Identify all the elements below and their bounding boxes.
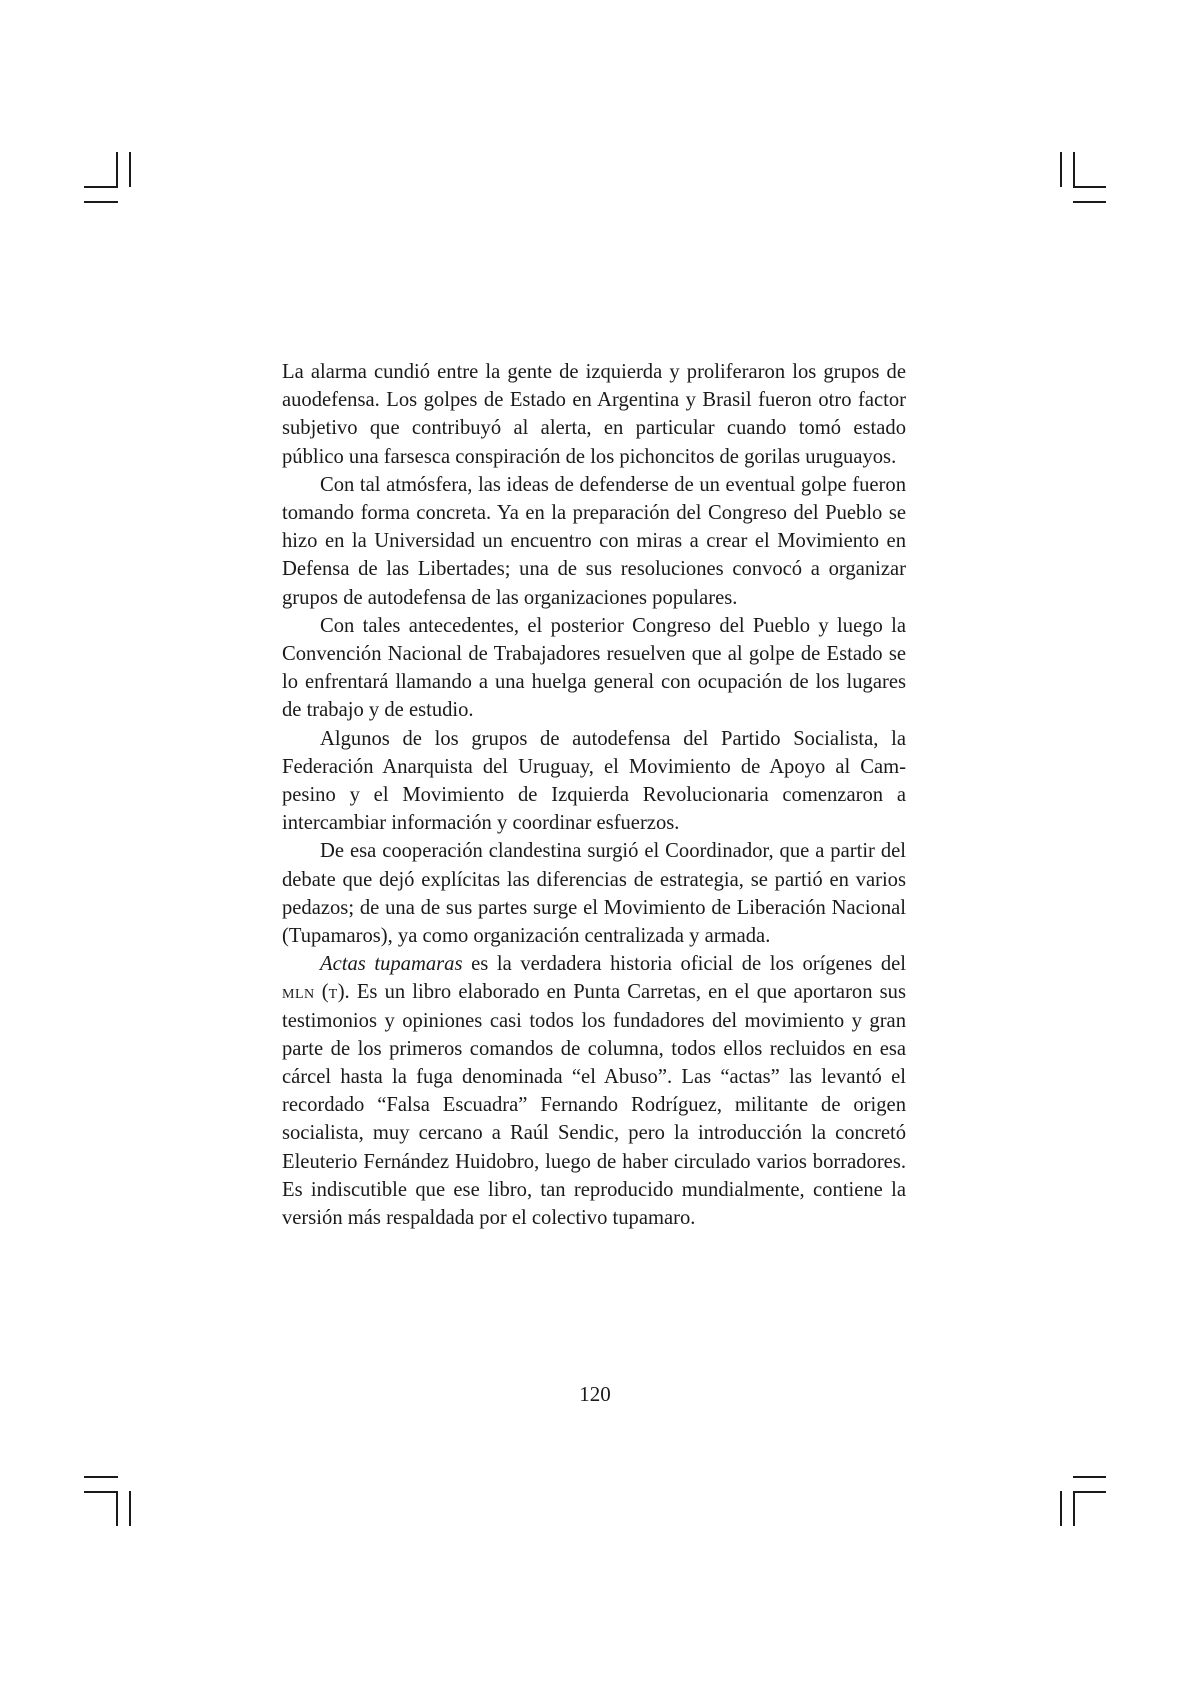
paragraph: Con tal atmósfera, las ideas de defenderse de un eventual golpe fueron tomando forma concreta. Ya en la preparación del Congreso del Pueblo se hizo en la Universidad un encuentro con miras a crear el Movimiento en Defensa de las Libertades; una de sus resoluciones convocó a organizar grupos de autodefensa de las organizaciones populares. bbox=[282, 473, 906, 609]
crop-mark bbox=[1060, 152, 1062, 187]
crop-mark bbox=[1073, 186, 1106, 188]
crop-mark bbox=[1073, 1491, 1106, 1493]
body-text bbox=[282, 358, 906, 1232]
crop-mark bbox=[1073, 201, 1106, 203]
crop-mark bbox=[1073, 152, 1075, 187]
crop-mark bbox=[129, 1491, 131, 1526]
paragraph bbox=[282, 950, 906, 1232]
page-number: 120 bbox=[579, 1382, 611, 1406]
crop-mark bbox=[1060, 1491, 1062, 1526]
paragraph: De esa cooperación clandestina surgió el Coordinador, que a partir del debate que dejó explícitas las diferencias de estrategia, se partió en varios pedazos; de una de sus partes surge el Movimiento de Liberación Nacional (Tupamaros), ya como organización centralizada y armada. bbox=[282, 840, 906, 948]
paragraph: Algunos de los grupos de autodefensa del Partido Socialista, la Federación Anarquista del Uruguay, el Movimiento de Apoyo al Campesino y el Movimiento de Izquierda Revolucionaria comenzaron a intercambiar información y coordinar esfuerzos. bbox=[282, 727, 906, 835]
crop-mark bbox=[84, 1476, 118, 1478]
paragraph-text: es la verdadera historia oficial de los orígenes del bbox=[462, 953, 906, 976]
crop-mark bbox=[1073, 1476, 1106, 1478]
book-title: Actas tupamaras bbox=[320, 953, 463, 976]
crop-mark bbox=[84, 186, 118, 188]
paragraph-text: ( bbox=[314, 981, 329, 1004]
acronym: t bbox=[328, 981, 338, 1004]
acronym: mln bbox=[282, 981, 315, 1004]
crop-mark bbox=[129, 152, 131, 187]
paragraph-text: ). Es un libro elaborado en Punta Carretas, en el que aportaron sus testimonios y opiniones casi todos los fundadores del movimiento y gran parte de los primeros comandos de columna, todos ellos recluidos en esa cárcel hasta la fuga denominada “el Abuso”. Las “actas” las levantó el recordado “Falsa Escuadra” Fernando Rodríguez, militante de origen socialista, muy cercano a Raúl Sendic, pero la introducción la concretó Eleuterio Fernández Huidobro, luego de haber circulado varios borradores. Es indiscutible que ese libro, tan reproducido mundialmente, contiene la versión más respaldada por el colectivo tupamaro. bbox=[282, 981, 906, 1230]
crop-mark bbox=[116, 152, 118, 187]
crop-mark bbox=[1073, 1491, 1075, 1526]
paragraph: La alarma cundió entre la gente de izquierda y proliferaron los grupos de auodefensa. Los golpes de Estado en Argentina y Brasil fueron otro factor subjetivo que contribuyó al alerta, en particular cuando tomó estado público una farsesca conspiración de los pichoncitos de gorilas uruguayos. bbox=[282, 361, 906, 468]
crop-mark bbox=[84, 201, 118, 203]
paragraph: Con tales antecedentes, el posterior Congreso del Pueblo y luego la Convención Nacional de Trabajadores resuelven que al golpe de Estado se lo enfrentará llamando a una huelga general con ocupación de los lugares de trabajo y de estudio. bbox=[282, 614, 906, 722]
crop-mark bbox=[84, 1491, 118, 1493]
crop-mark bbox=[116, 1491, 118, 1526]
